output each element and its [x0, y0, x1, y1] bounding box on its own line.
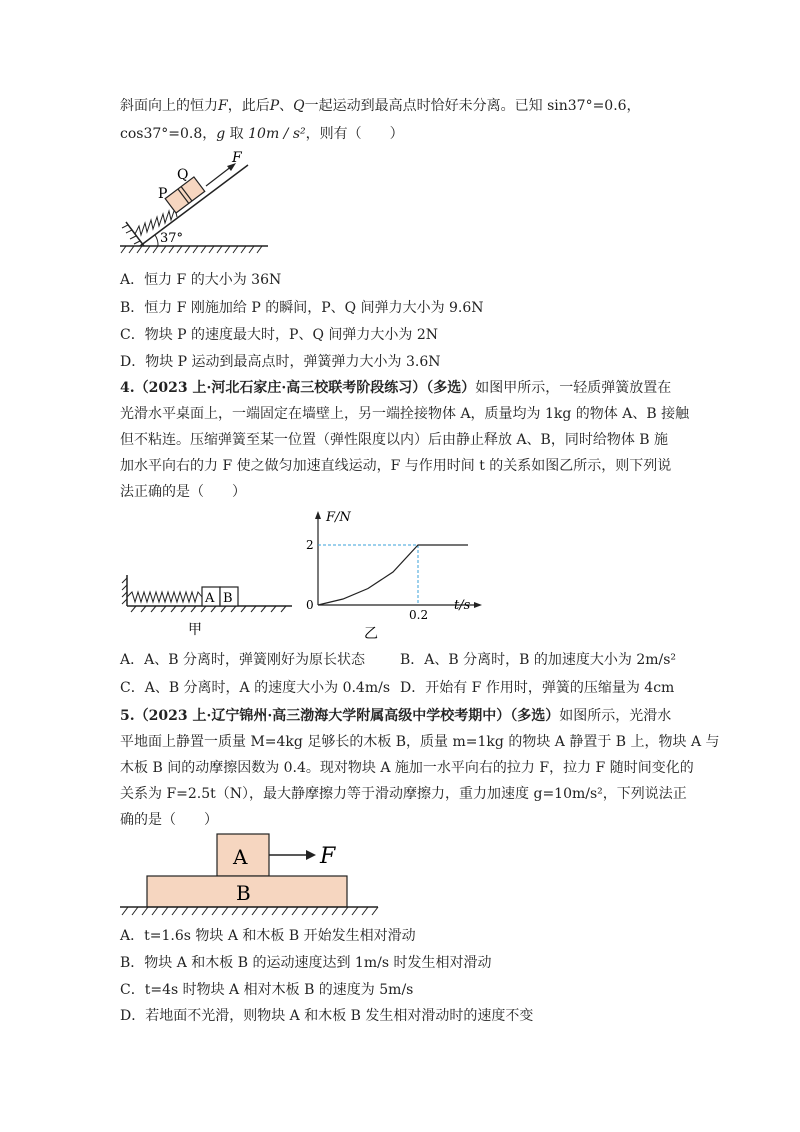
- chart-x-label: t/s: [454, 598, 471, 613]
- q3-text-line-1: [120, 96, 641, 116]
- q5-text-line-5: 确的是（ ）: [120, 812, 218, 828]
- q5-text-line-2: 平地面上静置一质量 M=4kg 足够长的木板 B，质量 m=1kg 的物块 A 静置于 B 上，物块 A 与: [120, 734, 720, 750]
- q4-number: 4.: [120, 380, 135, 396]
- chart-x-tick: 0.2: [409, 608, 429, 622]
- q3-fig-angle: 37°: [160, 231, 184, 246]
- q5-fig-label-A: A: [233, 845, 248, 869]
- q3-var-g: g: [216, 126, 226, 142]
- q3-option-c[interactable]: C．物块 P 的速度最大时，P、Q 间弹力大小为 2N: [120, 327, 438, 343]
- q5-option-c[interactable]: C．t=4s 时物块 A 相对木板 B 的速度为 5m/s: [120, 982, 414, 998]
- q3-text: 、: [279, 98, 294, 114]
- q4-text-line-1: [120, 378, 671, 398]
- q4-option-b[interactable]: B．A、B 分离时，B 的加速度大小为 2m/s²: [400, 652, 677, 668]
- q5-number: 5.: [120, 708, 135, 724]
- q3-option-a[interactable]: A．恒力 F 的大小为 36N: [120, 272, 282, 288]
- q5-fig-label-F: F: [320, 844, 336, 869]
- q5-fig-label-B: B: [236, 881, 251, 905]
- q5-option-b[interactable]: B．物块 A 和木板 B 的运动速度达到 1m/s 时发生相对滑动: [120, 955, 492, 971]
- q3-var-P: P: [269, 98, 280, 114]
- chart-y-label: F/N: [326, 510, 351, 525]
- q5-blocks-figure: [120, 832, 380, 924]
- q3-incline-figure: [120, 150, 270, 260]
- q5-option-a[interactable]: A．t=1.6s 物块 A 和木板 B 开始发生相对滑动: [120, 928, 416, 944]
- q4-option-d[interactable]: D．开始有 F 作用时，弹簧的压缩量为 4cm: [400, 680, 675, 696]
- q3-fig-label-P: P: [158, 186, 168, 202]
- q3-text-line-2: [120, 124, 404, 144]
- q3-text: cos37°=0.8，: [120, 126, 217, 142]
- q3-var-F: F: [218, 98, 228, 114]
- q4-option-c[interactable]: C．A、B 分离时，A 的速度大小为 0.4m/s: [120, 680, 391, 696]
- force-arrow-icon: [306, 850, 316, 860]
- q3-text: 取: [225, 126, 249, 142]
- q4-text-line-3: 但不粘连。压缩弹簧至某一位置（弹性限度以内）后由静止释放 A、B，同时给物体 B 施: [120, 432, 669, 448]
- q3-fig-label-Q: Q: [177, 167, 189, 183]
- q3-text: ，此后: [227, 98, 270, 114]
- q4-fig-label-B: B: [223, 591, 233, 606]
- q4-text: 如图甲所示，一轻质弹簧放置在: [475, 380, 672, 396]
- q4-ft-chart: [300, 505, 490, 645]
- q4-source: （2023 上·河北石家庄·高三校联考阶段练习）（多选）: [134, 380, 476, 396]
- chart-series-line: [318, 545, 468, 605]
- q4-fig-label-A: A: [205, 591, 215, 606]
- q3-text: ，则有（ ）: [305, 126, 404, 142]
- q5-source: （2023 上·辽宁锦州·高三渤海大学附属高级中学校考期中）（多选）: [134, 708, 560, 724]
- q4-text-line-2: 光滑水平桌面上，一端固定在墙壁上，另一端拴接物体 A，质量均为 1kg 的物体 A、B 接触: [120, 406, 690, 422]
- q5-text: 如图所示，光滑水: [559, 708, 672, 724]
- q4-fig-caption-yi: 乙: [364, 626, 378, 642]
- q4-option-a[interactable]: A．A、B 分离时，弹簧刚好为原长状态: [120, 652, 365, 668]
- chart-x-arrow-icon: [474, 602, 482, 608]
- q3-var-Q: Q: [293, 98, 305, 114]
- q4-text-line-5: 法正确的是（ ）: [120, 484, 246, 500]
- chart-y-arrow-icon: [315, 511, 321, 519]
- q3-text: 斜面向上的恒力: [120, 98, 218, 114]
- q3-fig-label-F: F: [232, 150, 242, 166]
- q3-gravity-value: 10m / s²: [248, 126, 306, 142]
- q4-text-line-4: 加水平向右的力 F 使之做匀加速直线运动，F 与作用时间 t 的关系如图乙所示，则下列说: [120, 458, 672, 474]
- chart-origin-label: 0: [306, 598, 314, 612]
- q3-option-d[interactable]: D．物块 P 运动到最高点时，弹簧弹力大小为 3.6N: [120, 354, 441, 370]
- q3-option-b[interactable]: B．恒力 F 刚施加给 P 的瞬间，P、Q 间弹力大小为 9.6N: [120, 300, 484, 316]
- chart-y-tick: 2: [306, 538, 314, 552]
- q3-text: 一起运动到最高点时恰好未分离。已知 sin37°=0.6，: [304, 98, 641, 114]
- q5-option-d[interactable]: D．若地面不光滑，则物块 A 和木板 B 发生相对滑动时的速度不变: [120, 1008, 534, 1024]
- q5-text-line-3: 木板 B 间的动摩擦因数为 0.4。现对物块 A 施加一水平向右的拉力 F，拉力 F 随时间变化的: [120, 760, 694, 776]
- q5-text-line-1: [120, 706, 671, 726]
- q5-text-line-4: 关系为 F=2.5t（N），最大静摩擦力等于滑动摩擦力，重力加速度 g=10m/s²，下列说法正: [120, 786, 687, 802]
- q4-fig-caption-jia: 甲: [188, 622, 202, 638]
- q4-figure-jia: [120, 570, 300, 640]
